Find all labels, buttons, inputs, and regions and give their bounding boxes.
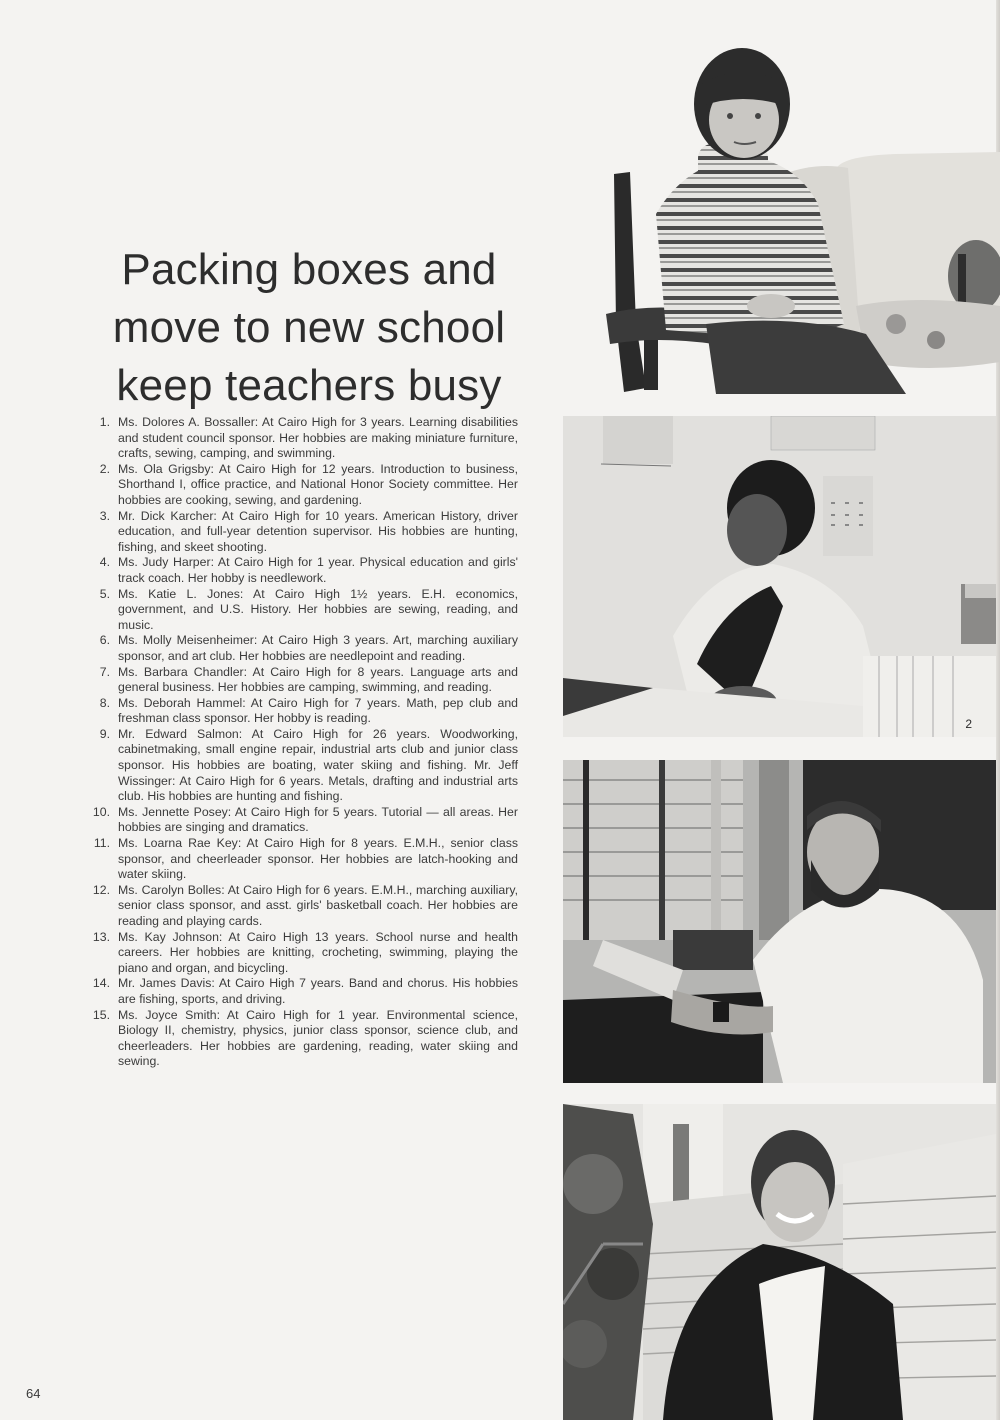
caption-text: Ms. Katie L. Jones: At Cairo High 1½ years. E.H. economics, government, and U.S. History. Her hobbies are sewing, reading, and music.	[118, 586, 518, 632]
caption-number: 9.	[99, 726, 110, 741]
caption-number: 14.	[92, 976, 110, 991]
caption-number: 6.	[99, 633, 110, 648]
caption-number: 10.	[92, 804, 110, 819]
caption-item	[86, 930, 518, 977]
caption-number: 13.	[92, 929, 110, 944]
caption-text: Ms. Dolores A. Bossaller: At Cairo High for 3 years. Learning disabilities and student council sponsor. Her hobbies are making miniature furniture, crafts, sewing, camping, and swimming.	[118, 415, 518, 461]
caption-item	[86, 665, 518, 696]
caption-number: 15.	[92, 1007, 110, 1022]
caption-item	[86, 883, 518, 930]
caption-item	[86, 727, 518, 805]
photo-teacher-at-desk	[563, 416, 996, 737]
caption-item	[86, 1008, 518, 1070]
caption-item	[86, 976, 518, 1007]
caption-text: Ms. Loarna Rae Key: At Cairo High for 8 years. E.M.H., senior class sponsor, and cheerleader sponsor. Her hobbies are latch-hooking and water skiing.	[118, 836, 518, 882]
caption-text: Mr. Edward Salmon: At Cairo High for 26 years. Woodworking, cabinetmaking, small engine repair, industrial arts club and junior class sponsor. His hobbies are boating, water skiing and fishing. Mr. Jeff Wissinger: At Cairo High for 6 years. Metals, drafting and industrial arts club. His hobbies are hunting and fishing.	[118, 726, 518, 804]
page-title	[104, 241, 514, 415]
caption-text: Ms. Jennette Posey: At Cairo High for 5 years. Tutorial — all areas. Her hobbies are singing and dramatics.	[118, 804, 518, 835]
teacher-caption-list	[86, 415, 518, 1070]
caption-item	[86, 836, 518, 883]
photo-teacher-striped-sweater	[596, 44, 1000, 394]
caption-text: Ms. Judy Harper: At Cairo High for 1 year. Physical education and girls' track coach. Her hobby is needlework.	[118, 555, 518, 585]
caption-text: Ms. Kay Johnson: At Cairo High 13 years. School nurse and health careers. Her hobbies are knitting, crocheting, swimming, playing the piano and organ, and bicycling.	[118, 929, 518, 975]
caption-number: 12.	[92, 882, 110, 897]
caption-number: 8.	[99, 695, 110, 710]
caption-item	[86, 805, 518, 836]
caption-number: 5.	[99, 586, 110, 601]
caption-text: Ms. Barbara Chandler: At Cairo High for 8 years. Language arts and general business. Her hobbies are camping, swimming, and reading.	[118, 664, 518, 695]
caption-item	[86, 587, 518, 634]
caption-item	[86, 555, 518, 586]
caption-text: Ms. Deborah Hammel: At Cairo High for 7 years. Math, pep club and freshman class sponsor. Her hobby is reading.	[118, 695, 518, 726]
photo-teacher-outdoors	[563, 1104, 996, 1420]
page-number: 64	[26, 1386, 41, 1401]
title-line: keep teachers busy	[116, 361, 502, 411]
caption-text: Ms. Ola Grigsby: At Cairo High for 12 years. Introduction to business, Shorthand I, office practice, and National Honor Society committee. Her hobbies are cooking, sewing, and gardening.	[118, 461, 518, 507]
caption-item	[86, 462, 518, 509]
caption-number: 1.	[99, 415, 110, 429]
title-line: Packing boxes and	[121, 245, 497, 295]
caption-item	[86, 633, 518, 664]
caption-text: Ms. Joyce Smith: At Cairo High for 1 year. Environmental science, Biology II, chemistry, physics, junior class sponsor, science club, and cheerleaders. Her hobbies are gardening, reading, water skiing and sewing.	[118, 1007, 518, 1069]
caption-text: Mr. Dick Karcher: At Cairo High for 10 years. American History, driver education, and full-year detention supervisor. His hobbies are hunting, fishing, and skeet shooting.	[118, 508, 518, 554]
caption-item	[86, 696, 518, 727]
title-line: move to new school	[112, 303, 506, 353]
caption-number: 2.	[99, 461, 110, 476]
caption-text: Mr. James Davis: At Cairo High 7 years. Band and chorus. His hobbies are fishing, sports, and driving.	[118, 976, 518, 1006]
photo-teacher-bearded-man	[563, 760, 996, 1083]
caption-text: Ms. Carolyn Bolles: At Cairo High for 6 years. E.M.H., marching auxiliary, senior class sponsor, and asst. girls' basketball coach. Her hobbies are reading and playing cards.	[118, 882, 518, 928]
caption-item	[86, 415, 518, 462]
caption-number: 3.	[99, 508, 110, 523]
caption-number: 11.	[93, 836, 110, 851]
caption-item	[86, 509, 518, 556]
photo-number-label: 2	[965, 717, 972, 731]
caption-number: 4.	[99, 555, 110, 570]
caption-text: Ms. Molly Meisenheimer: At Cairo High 3 years. Art, marching auxiliary sponsor, and art club. Her hobbies are needlepoint and reading.	[118, 633, 518, 663]
caption-number: 7.	[99, 664, 110, 679]
